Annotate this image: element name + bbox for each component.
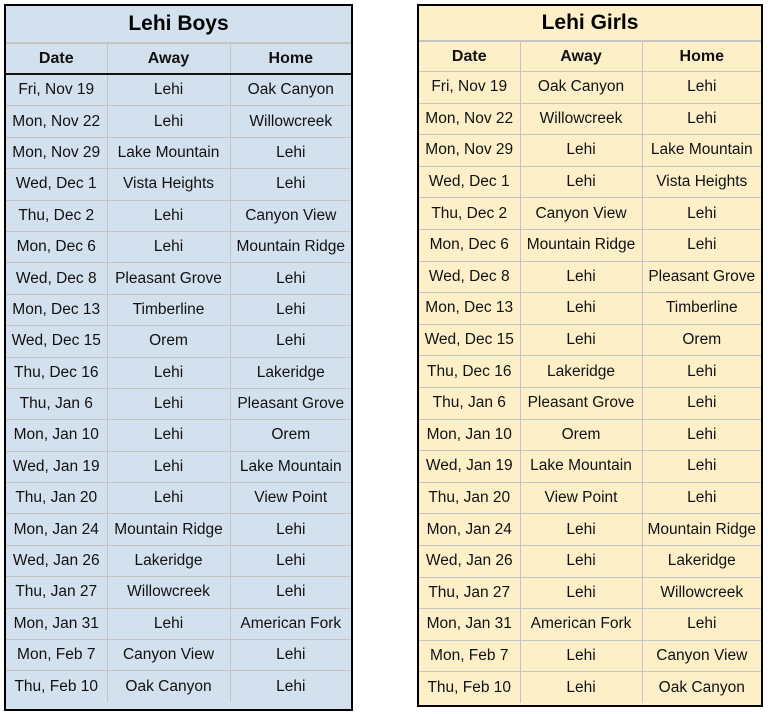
table-row: [6, 169, 351, 200]
home-cell: Lehi: [230, 263, 351, 294]
date-cell: Wed, Dec 8: [419, 261, 520, 293]
away-cell: Lehi: [107, 483, 230, 514]
table-row: [6, 326, 351, 357]
away-cell: Mountain Ridge: [107, 514, 230, 545]
home-cell: Lehi: [642, 419, 761, 451]
away-cell: Pleasant Grove: [520, 387, 642, 419]
date-cell: Thu, Dec 2: [419, 198, 520, 230]
table-row: [419, 293, 761, 325]
home-cell: Lehi: [642, 356, 761, 388]
date-cell: Thu, Feb 10: [6, 671, 107, 702]
girls-title: Lehi Girls: [419, 6, 761, 41]
home-cell: Timberline: [642, 293, 761, 325]
away-cell: Lehi: [520, 293, 642, 325]
table-row: [419, 672, 761, 703]
date-cell: Thu, Jan 27: [419, 577, 520, 609]
date-cell: Mon, Nov 22: [6, 106, 107, 137]
home-cell: Lakeridge: [642, 545, 761, 577]
away-cell: Oak Canyon: [520, 72, 642, 104]
away-cell: Lake Mountain: [107, 137, 230, 168]
away-cell: Timberline: [107, 294, 230, 325]
home-cell: Lehi: [642, 387, 761, 419]
away-cell: Oak Canyon: [107, 671, 230, 702]
table-row: [6, 640, 351, 671]
table-row: [6, 388, 351, 419]
date-cell: Thu, Dec 2: [6, 200, 107, 231]
away-cell: Canyon View: [107, 640, 230, 671]
home-cell: Canyon View: [230, 200, 351, 231]
away-cell: Lehi: [520, 545, 642, 577]
home-cell: Lehi: [230, 671, 351, 702]
table-row: [6, 514, 351, 545]
home-cell: Lehi: [230, 545, 351, 576]
table-row: [419, 577, 761, 609]
table-row: [419, 261, 761, 293]
home-cell: Vista Heights: [642, 166, 761, 198]
date-cell: Wed, Dec 15: [419, 324, 520, 356]
home-cell: Lakeridge: [230, 357, 351, 388]
table-row: [419, 482, 761, 514]
date-cell: Mon, Dec 6: [419, 229, 520, 261]
date-cell: Thu, Jan 20: [6, 483, 107, 514]
home-header: Home: [642, 42, 761, 72]
home-cell: Oak Canyon: [230, 74, 351, 106]
date-cell: Mon, Feb 7: [6, 640, 107, 671]
away-cell: Lehi: [107, 608, 230, 639]
date-cell: Mon, Dec 13: [6, 294, 107, 325]
date-cell: Thu, Dec 16: [419, 356, 520, 388]
table-row: [6, 545, 351, 576]
date-cell: Mon, Dec 6: [6, 231, 107, 262]
date-cell: Wed, Dec 1: [6, 169, 107, 200]
away-cell: Lehi: [107, 200, 230, 231]
home-cell: Lake Mountain: [230, 451, 351, 482]
home-cell: Orem: [230, 420, 351, 451]
home-cell: Orem: [642, 324, 761, 356]
home-cell: Willowcreek: [230, 106, 351, 137]
header-row: [419, 42, 761, 72]
home-cell: Lehi: [230, 294, 351, 325]
home-cell: Mountain Ridge: [642, 514, 761, 546]
date-cell: Mon, Nov 29: [419, 135, 520, 167]
date-cell: Mon, Jan 10: [6, 420, 107, 451]
table-row: [6, 294, 351, 325]
boys-rows: [6, 74, 351, 702]
table-row: [6, 231, 351, 262]
table-row: [419, 72, 761, 104]
home-cell: Lehi: [642, 451, 761, 483]
table-row: [419, 545, 761, 577]
table-row: [6, 451, 351, 482]
home-cell: Lehi: [230, 514, 351, 545]
date-cell: Mon, Nov 29: [6, 137, 107, 168]
away-cell: Lehi: [520, 577, 642, 609]
date-cell: Wed, Dec 8: [6, 263, 107, 294]
table-row: [6, 608, 351, 639]
date-cell: Mon, Jan 31: [6, 608, 107, 639]
table-row: [419, 451, 761, 483]
away-cell: Lehi: [107, 74, 230, 106]
away-cell: Lehi: [107, 231, 230, 262]
girls-schedule: [417, 4, 763, 707]
table-row: [419, 229, 761, 261]
home-cell: Lehi: [642, 72, 761, 104]
away-cell: Lehi: [520, 166, 642, 198]
date-cell: Mon, Jan 24: [6, 514, 107, 545]
home-cell: Oak Canyon: [642, 672, 761, 703]
away-cell: Mountain Ridge: [520, 229, 642, 261]
away-cell: Lehi: [520, 640, 642, 672]
date-cell: Wed, Jan 26: [6, 545, 107, 576]
date-cell: Wed, Dec 15: [6, 326, 107, 357]
date-cell: Thu, Jan 6: [6, 388, 107, 419]
away-cell: Lehi: [520, 514, 642, 546]
away-cell: American Fork: [520, 609, 642, 641]
table-row: [6, 74, 351, 106]
table-row: [419, 135, 761, 167]
table-row: [6, 137, 351, 168]
date-cell: Wed, Jan 26: [419, 545, 520, 577]
away-cell: Orem: [520, 419, 642, 451]
home-cell: Willowcreek: [642, 577, 761, 609]
date-cell: Thu, Jan 20: [419, 482, 520, 514]
home-cell: View Point: [230, 483, 351, 514]
home-cell: Lehi: [642, 229, 761, 261]
date-header: Date: [419, 42, 520, 72]
table-row: [6, 420, 351, 451]
away-cell: Lehi: [107, 420, 230, 451]
table-row: [419, 640, 761, 672]
home-cell: Lehi: [642, 609, 761, 641]
table-row: [419, 419, 761, 451]
away-cell: Lehi: [520, 135, 642, 167]
table-row: [419, 198, 761, 230]
away-header: Away: [520, 42, 642, 72]
date-cell: Thu, Jan 6: [419, 387, 520, 419]
home-cell: American Fork: [230, 608, 351, 639]
date-cell: Thu, Jan 27: [6, 577, 107, 608]
home-cell: Lehi: [230, 326, 351, 357]
home-cell: Lehi: [642, 198, 761, 230]
header-row: [6, 44, 351, 75]
away-cell: View Point: [520, 482, 642, 514]
home-cell: Lehi: [230, 137, 351, 168]
table-row: [419, 166, 761, 198]
date-cell: Thu, Dec 16: [6, 357, 107, 388]
date-cell: Thu, Feb 10: [419, 672, 520, 703]
table-row: [419, 103, 761, 135]
date-cell: Mon, Jan 10: [419, 419, 520, 451]
date-header: Date: [6, 44, 107, 75]
boys-title: Lehi Boys: [6, 6, 351, 43]
date-cell: Wed, Jan 19: [419, 451, 520, 483]
home-cell: Lake Mountain: [642, 135, 761, 167]
away-cell: Lehi: [107, 357, 230, 388]
girls-table: [419, 41, 761, 703]
home-cell: Pleasant Grove: [642, 261, 761, 293]
away-cell: Canyon View: [520, 198, 642, 230]
date-cell: Mon, Jan 24: [419, 514, 520, 546]
table-row: [419, 324, 761, 356]
table-row: [6, 483, 351, 514]
date-cell: Fri, Nov 19: [6, 74, 107, 106]
away-cell: Pleasant Grove: [107, 263, 230, 294]
boys-schedule: [4, 4, 353, 711]
table-row: [6, 106, 351, 137]
away-cell: Vista Heights: [107, 169, 230, 200]
date-cell: Mon, Jan 31: [419, 609, 520, 641]
table-row: [6, 263, 351, 294]
away-cell: Lehi: [520, 672, 642, 703]
away-cell: Lehi: [107, 106, 230, 137]
away-cell: Lehi: [107, 388, 230, 419]
date-cell: Mon, Dec 13: [419, 293, 520, 325]
table-row: [6, 200, 351, 231]
table-row: [6, 357, 351, 388]
away-header: Away: [107, 44, 230, 75]
date-cell: Wed, Dec 1: [419, 166, 520, 198]
date-cell: Mon, Nov 22: [419, 103, 520, 135]
away-cell: Lake Mountain: [520, 451, 642, 483]
home-cell: Pleasant Grove: [230, 388, 351, 419]
table-row: [419, 356, 761, 388]
home-cell: Mountain Ridge: [230, 231, 351, 262]
home-cell: Lehi: [230, 577, 351, 608]
away-cell: Willowcreek: [520, 103, 642, 135]
away-cell: Lehi: [520, 324, 642, 356]
table-row: [419, 609, 761, 641]
date-cell: Mon, Feb 7: [419, 640, 520, 672]
date-cell: Wed, Jan 19: [6, 451, 107, 482]
home-cell: Lehi: [230, 640, 351, 671]
away-cell: Lehi: [520, 261, 642, 293]
away-cell: Lakeridge: [520, 356, 642, 388]
home-cell: Lehi: [642, 482, 761, 514]
home-cell: Lehi: [230, 169, 351, 200]
home-cell: Lehi: [642, 103, 761, 135]
girls-rows: [419, 72, 761, 703]
boys-table: [6, 43, 351, 702]
away-cell: Lehi: [107, 451, 230, 482]
away-cell: Orem: [107, 326, 230, 357]
home-cell: Canyon View: [642, 640, 761, 672]
home-header: Home: [230, 44, 351, 75]
table-row: [6, 671, 351, 702]
away-cell: Lakeridge: [107, 545, 230, 576]
date-cell: Fri, Nov 19: [419, 72, 520, 104]
table-row: [419, 387, 761, 419]
away-cell: Willowcreek: [107, 577, 230, 608]
table-row: [6, 577, 351, 608]
table-row: [419, 514, 761, 546]
